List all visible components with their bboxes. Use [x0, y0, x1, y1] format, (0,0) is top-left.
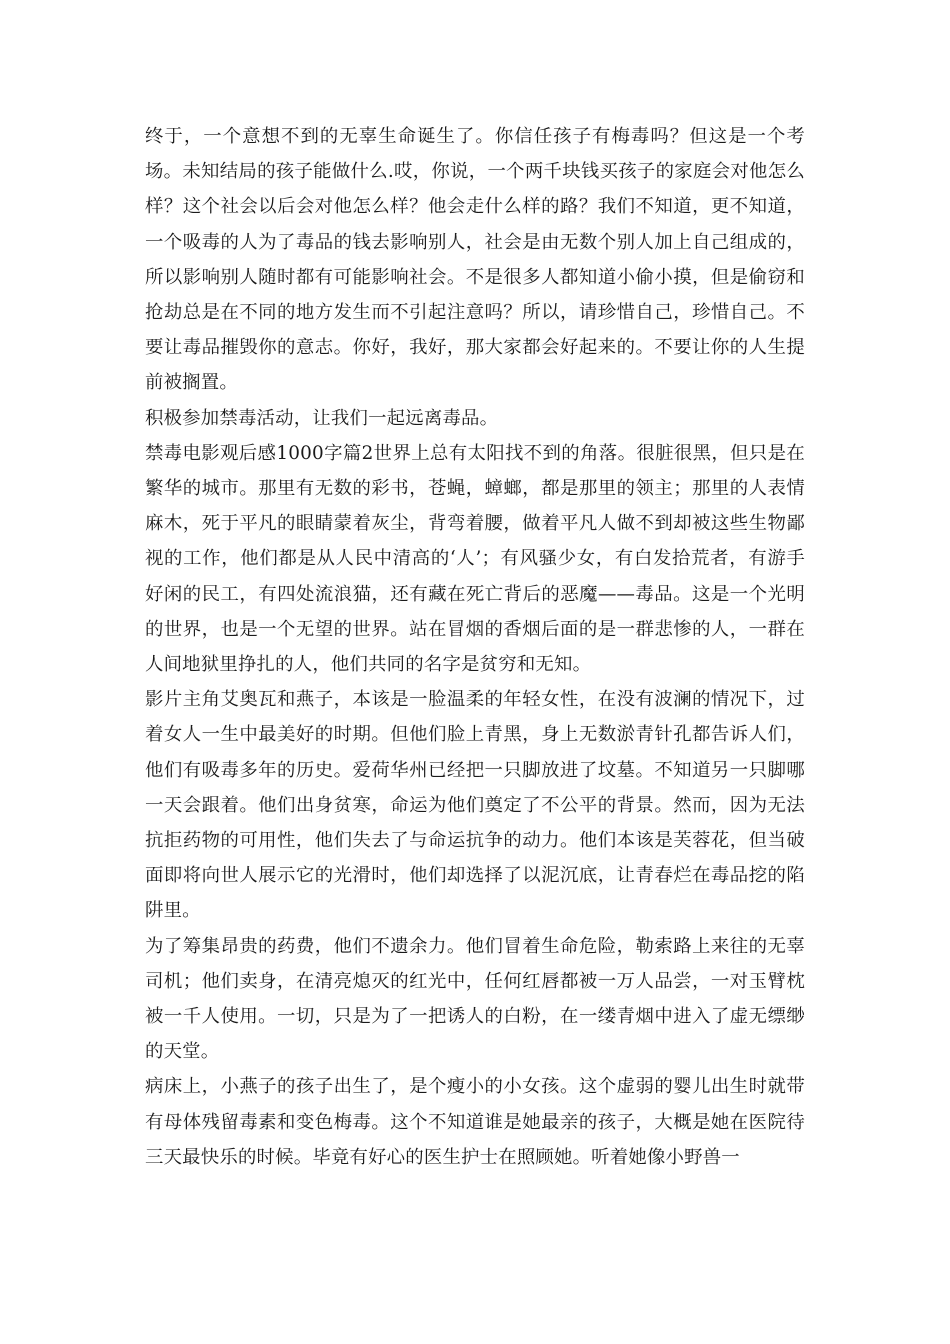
paragraph-6: 病床上，小燕子的孩子出生了，是个瘦小的小女孩。这个虚弱的婴儿出生时就带有母体残留毒素和变色梅毒。这个不知道谁是她最亲的孩子，大概是她在医院待三天最快乐的时候。毕竟有好心的医生护士在照顾她。听着她像小野兽一 — [145, 1076, 805, 1168]
paragraph-2: 积极参加禁毒活动，让我们一起远离毒品。 — [145, 407, 499, 429]
document-body — [145, 119, 805, 1175]
paragraph-5: 为了筹集昂贵的药费，他们不遗余力。他们冒着生命危险，勒索路上来往的无辜司机；他们卖身，在清亮熄灭的红光中，任何红唇都被一万人品尝，一对玉臂枕被一千人使用。一切，只是为了一把诱人的白粉，在一缕青烟中进入了虚无缥缈的天堂。 — [145, 935, 805, 1063]
paragraph-4: 影片主角艾奥瓦和燕子，本该是一脸温柔的年轻女性，在没有波澜的情况下，过着女人一生中最美好的时期。但他们脸上青黑，身上无数淤青针孔都告诉人们，他们有吸毒多年的历史。爱荷华州已经把一只脚放进了坟墓。不知道另一只脚哪一天会跟着。他们出身贫寒，命运为他们奠定了不公平的背景。然而，因为无法抗拒药物的可用性，他们失去了与命运抗争的动力。他们本该是芙蓉花，但当破面即将向世人展示它的光滑时，他们却选择了以泥沉底，让青春烂在毒品挖的陷阱里。 — [145, 689, 805, 922]
paragraph-1: 终于，一个意想不到的无辜生命诞生了。你信任孩子有梅毒吗？但这是一个考场。未知结局的孩子能做什么.哎，你说，一个两千块钱买孩子的家庭会对他怎么样？这个社会以后会对他怎么样？他会走什么样的路？我们不知道，更不知道，一个吸毒的人为了毒品的钱去影响别人，社会是由无数个别人加上自己组成的，所以影响别人随时都有可能影响社会。不是很多人都知道小偷小摸，但是偷窃和抢劫总是在不同的地方发生而不引起注意吗？所以，请珍惜自己，珍惜自己。不要让毒品摧毁你的意志。你好，我好，那大家都会好起来的。不要让你的人生提前被搁置。 — [145, 126, 805, 394]
paragraph-3: 禁毒电影观后感1000字篇2世界上总有太阳找不到的角落。很脏很黑，但只是在繁华的城市。那里有无数的彩书，苍蝇，蟑螂，都是那里的领主；那里的人表情麻木，死于平凡的眼睛蒙着灰尘，背弯着腰，做着平凡人做不到却被这些生物鄙视的工作，他们都是从人民中清高的‘人’；有风骚少女，有白发拾荒者，有游手好闲的民工，有四处流浪猫，还有藏在死亡背后的恶魔——毒品。这是一个光明的世界，也是一个无望的世界。站在冒烟的香烟后面的是一群悲惨的人，一群在人间地狱里挣扎的人，他们共同的名字是贫穷和无知。 — [145, 442, 805, 676]
